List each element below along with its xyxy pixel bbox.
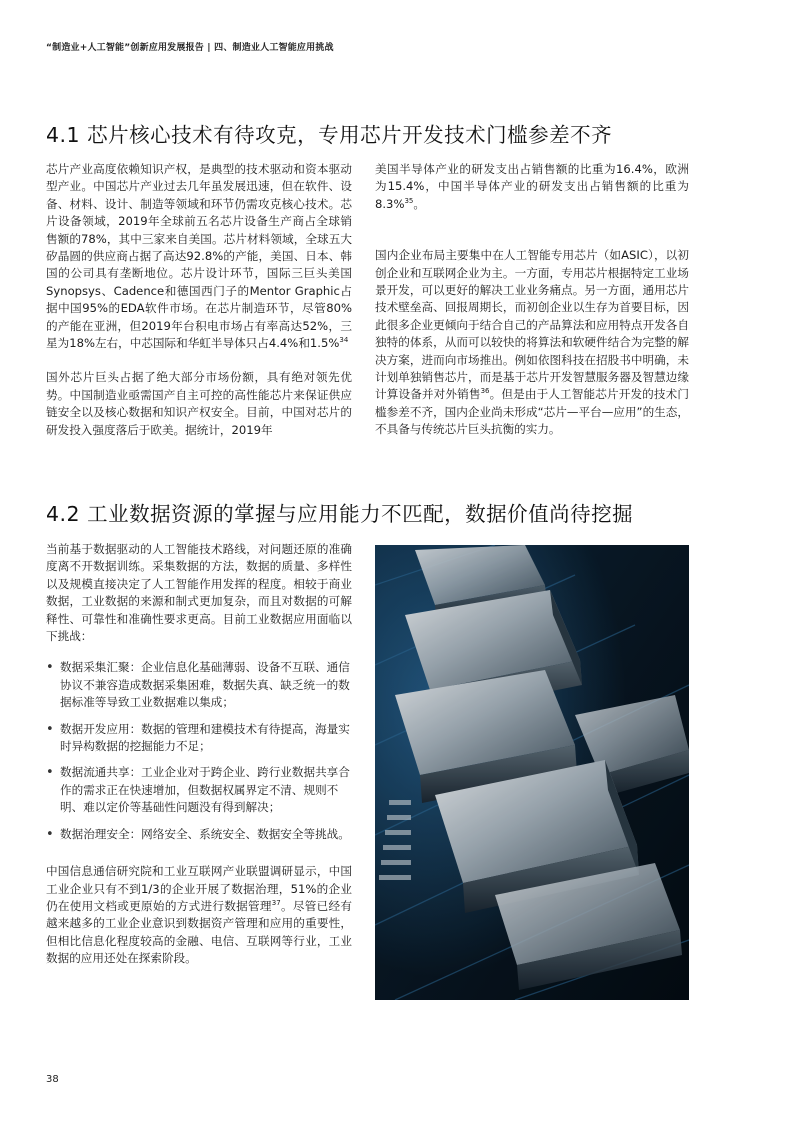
paragraph-text: 国外芯片巨头占据了绝大部分市场份额，具有绝对领先优势。中国制造业亟需国产自主可控的高性能芯片来保证供应链安全以及核心数据和知识产权安全。目前，中国对芯片的研发投入强度落后于欧美。据统计，2019年 bbox=[46, 370, 352, 437]
paragraph-text: 当前基于数据驱动的人工智能技术路线，对问题还原的准确度离不开数据训练。采集数据的方法，数据的质量、多样性以及规模直接决定了人工智能作用发挥的程度。相较于商业数据，工业数据的来源和制式更加复杂，而且对数据的可解释性、可靠性和准确性要求更高。目前工业数据应用面临以下挑战： bbox=[46, 542, 352, 644]
challenge-list bbox=[46, 659, 352, 843]
list-item: • 数据治理安全：网络安全、系统安全、数据安全等挑战。 bbox=[46, 826, 352, 843]
paragraph-text: 国内企业布局主要集中在人工智能专用芯片（如ASIC），以初创企业和互联网企业为主。一方面，专用芯片根据特定工业场景开发，可以更好的解决工业业务痛点。另一方面，通用芯片技术壁垒高、回报周期长，而初创企业以生存为首要目标，因此很多企业更倾向于结合自己的产品算法和应用特点开发各自独特的体系，从而可以较快的将算法和软硬件结合为完整的解决方案，进而向市场推出。例如依图科技在招股书中明确，未计划单独销售芯片，而是基于芯片开发智慧服务器及智慧边缘计算设备并对外销售 bbox=[375, 248, 689, 402]
section-4-2-text-column bbox=[46, 541, 352, 968]
paragraph-text: 。 bbox=[413, 196, 425, 211]
section-4-1-left-column bbox=[46, 161, 352, 439]
paragraph bbox=[375, 161, 689, 213]
list-item: • 数据采集汇聚：企业信息化基础薄弱、设备不互联、通信协议不兼容造成数据采集困难，数据失真、缺乏统一的数据标准等导致工业数据难以集成； bbox=[46, 659, 352, 711]
paragraph-text: 。但是由于人工智能芯片开发的技术门槛参差不齐，国内企业尚未形成“芯片—平台—应用”的生态，不具备与传统芯片巨头抗衡的实力。 bbox=[375, 387, 689, 437]
footnote-ref: 37 bbox=[271, 899, 281, 908]
section-4-1-right-column bbox=[375, 161, 689, 439]
paragraph-text: 芯片产业高度依赖知识产权，是典型的技术驱动和资本驱动型产业。中国芯片产业过去几年虽发展迅速，但在软件、设备、材料、设计、制造等领域和环节仍需攻克核心技术。芯片设备领域，2019年全球前五名芯片设备生产商占全球销售额的78%，其中三家来自美国。芯片材料领域，全球五大矽晶圆的供应商占据了高达92.8%的产能，美国、日本、韩国的公司具有垄断地位。芯片设计环节，国际三巨头美国Synopsys、Cadence和德国西门子的Mentor Graphic占据中国95%的EDA软件市场。在芯片制造环节，尽管80%的产能在亚洲，但2019年台积电市场占有率高达52%，三星为18%左右，中芯国际和华虹半导体只占4.4%和1.5% bbox=[46, 162, 352, 351]
list-item: • 数据流通共享：工业企业对于跨企业、跨行业数据共享合作的需求正在快速增加，但数据权属界定不清、规则不明、难以定价等基础性问题没有得到解决； bbox=[46, 764, 352, 816]
chip-photo-illustration bbox=[375, 545, 689, 1000]
paragraph bbox=[46, 369, 352, 439]
list-item: • 数据开发应用：数据的管理和建模技术有待提高，海量实时异构数据的挖掘能力不足； bbox=[46, 721, 352, 756]
footnote-ref: 34 bbox=[339, 336, 349, 345]
footnote-ref: 35 bbox=[404, 196, 414, 205]
paragraph bbox=[46, 863, 352, 967]
paragraph bbox=[46, 541, 352, 645]
page-number: 38 bbox=[46, 1074, 59, 1085]
section-4-1-title: 4.1 芯片核心技术有待攻克，专用芯片开发技术门槛参差不齐 bbox=[46, 123, 613, 147]
footnote-ref: 36 bbox=[480, 387, 490, 396]
paragraph bbox=[46, 161, 352, 352]
section-4-2-title: 4.2 工业数据资源的掌握与应用能力不匹配，数据价值尚待挖掘 bbox=[46, 502, 634, 526]
paragraph-text: 中国信息通信研究院和工业互联网产业联盟调研显示，中国工业企业只有不到1/3的企业开展了数据治理，51%的企业仍在使用文档或更原始的方式进行数据管理 bbox=[46, 864, 352, 913]
paragraph bbox=[375, 247, 689, 438]
paragraph-text: 美国半导体产业的研发支出占销售额的比重为16.4%，欧洲为15.4%，中国半导体产业的研发支出占销售额的比重为8.3% bbox=[375, 162, 689, 211]
chip-closeup-photo bbox=[375, 545, 689, 1000]
running-header: “制造业+人工智能”创新应用发展报告 | 四、制造业人工智能应用挑战 bbox=[46, 43, 334, 53]
paragraph-text: 。尽管已经有越来越多的工业企业意识到数据资产管理和应用的重要性，但相比信息化程度较高的金融、电信、互联网等行业，工业数据的应用还处在探索阶段。 bbox=[46, 898, 352, 966]
